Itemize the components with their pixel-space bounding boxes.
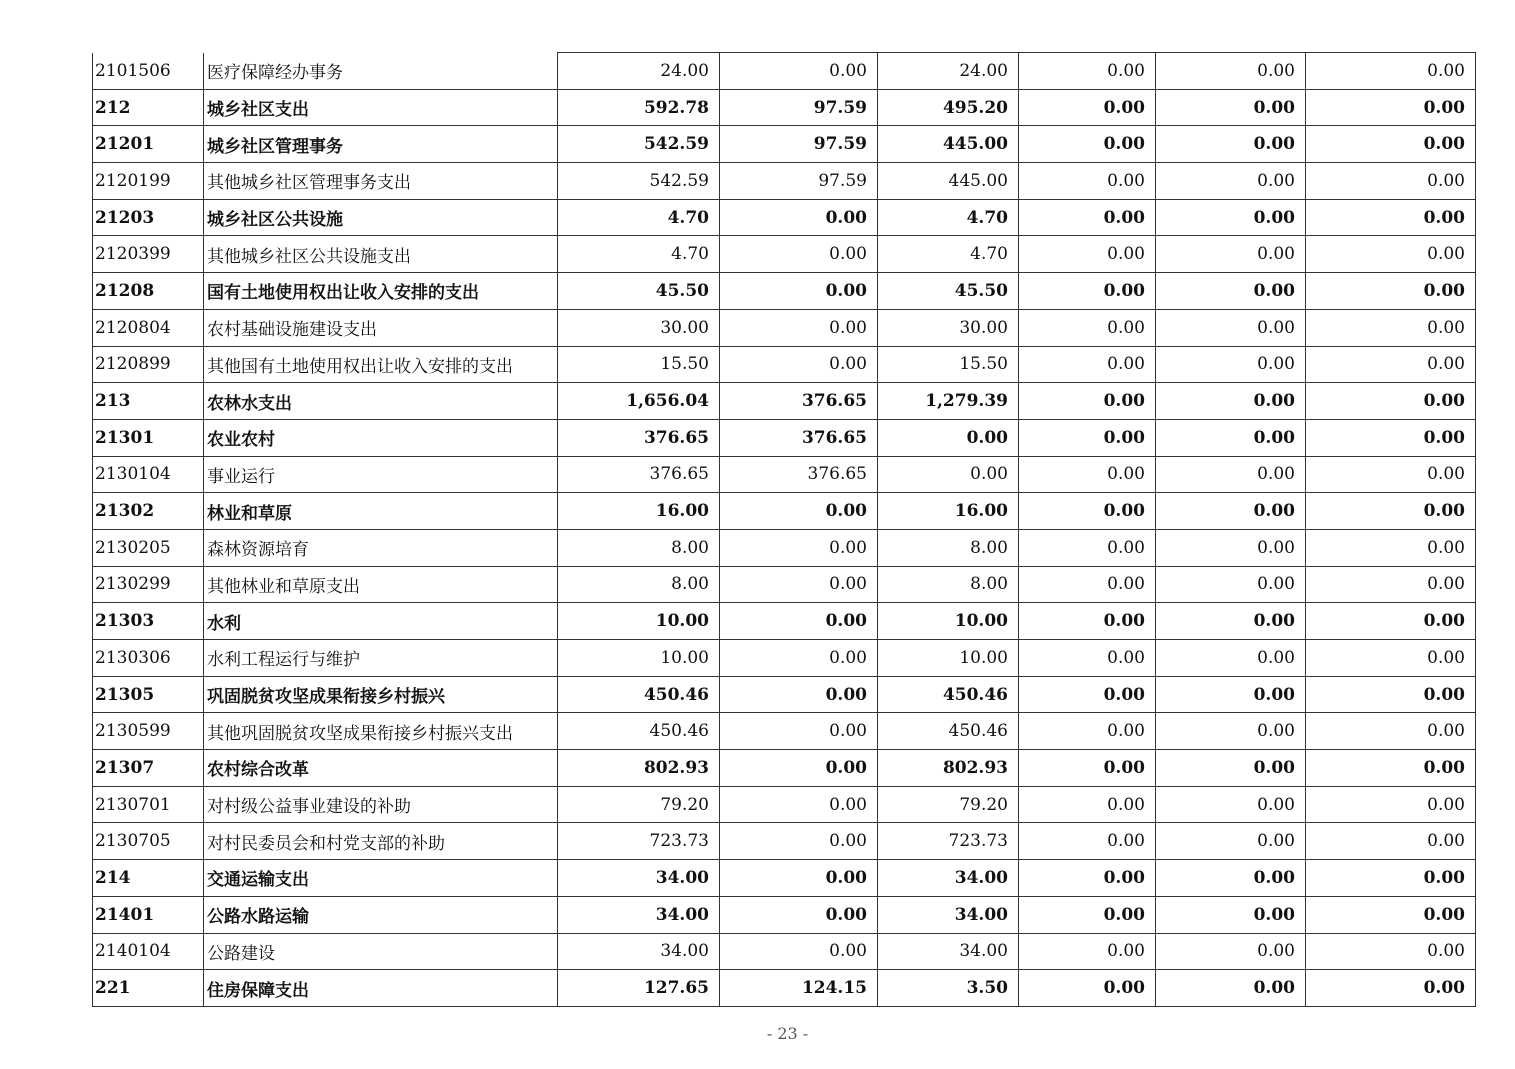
total-cell: 10.00 xyxy=(558,640,720,677)
value-col-6-cell: 0.00 xyxy=(1306,713,1476,750)
value-col-5-cell: 0.00 xyxy=(1156,53,1306,90)
value-col-6-cell: 0.00 xyxy=(1306,383,1476,420)
value-col-6-cell: 0.00 xyxy=(1306,163,1476,200)
project-expenditure-cell: 34.00 xyxy=(878,860,1019,897)
value-col-5-cell: 0.00 xyxy=(1156,126,1306,163)
table-row xyxy=(93,419,1476,456)
account-name-cell: 国有土地使用权出让收入安排的支出 xyxy=(204,273,558,310)
value-col-6-cell: 0.00 xyxy=(1306,676,1476,713)
account-name-cell: 其他巩固脱贫攻坚成果衔接乡村振兴支出 xyxy=(204,713,558,750)
total-cell: 542.59 xyxy=(558,163,720,200)
value-col-6-cell: 0.00 xyxy=(1306,933,1476,970)
table-row xyxy=(93,603,1476,640)
value-col-5-cell: 0.00 xyxy=(1156,309,1306,346)
account-code-cell: 2120899 xyxy=(93,346,204,383)
value-col-4-cell: 0.00 xyxy=(1019,163,1156,200)
project-expenditure-cell: 45.50 xyxy=(878,273,1019,310)
table-row xyxy=(93,163,1476,200)
project-expenditure-cell: 34.00 xyxy=(878,933,1019,970)
total-cell: 723.73 xyxy=(558,823,720,860)
basic-expenditure-cell: 0.00 xyxy=(720,529,878,566)
basic-expenditure-cell: 376.65 xyxy=(720,383,878,420)
value-col-6-cell: 0.00 xyxy=(1306,566,1476,603)
basic-expenditure-cell: 97.59 xyxy=(720,163,878,200)
project-expenditure-cell: 24.00 xyxy=(878,53,1019,90)
basic-expenditure-cell: 0.00 xyxy=(720,786,878,823)
total-cell: 376.65 xyxy=(558,456,720,493)
value-col-6-cell: 0.00 xyxy=(1306,236,1476,273)
value-col-4-cell: 0.00 xyxy=(1019,309,1156,346)
account-code-cell: 2140104 xyxy=(93,933,204,970)
total-cell: 34.00 xyxy=(558,933,720,970)
value-col-4-cell: 0.00 xyxy=(1019,89,1156,126)
table-row xyxy=(93,53,1476,90)
account-code-cell: 21401 xyxy=(93,896,204,933)
project-expenditure-cell: 30.00 xyxy=(878,309,1019,346)
value-col-4-cell: 0.00 xyxy=(1019,566,1156,603)
value-col-5-cell: 0.00 xyxy=(1156,346,1306,383)
value-col-5-cell: 0.00 xyxy=(1156,529,1306,566)
table-row xyxy=(93,309,1476,346)
table-row xyxy=(93,383,1476,420)
table-row xyxy=(93,823,1476,860)
value-col-4-cell: 0.00 xyxy=(1019,970,1156,1007)
value-col-5-cell: 0.00 xyxy=(1156,713,1306,750)
value-col-5-cell: 0.00 xyxy=(1156,493,1306,530)
account-name-cell: 农村基础设施建设支出 xyxy=(204,309,558,346)
total-cell: 450.46 xyxy=(558,713,720,750)
account-code-cell: 2120804 xyxy=(93,309,204,346)
account-code-cell: 2130306 xyxy=(93,640,204,677)
account-name-cell: 森林资源培育 xyxy=(204,529,558,566)
account-name-cell: 城乡社区公共设施 xyxy=(204,199,558,236)
account-name-cell: 农业农村 xyxy=(204,419,558,456)
value-col-6-cell: 0.00 xyxy=(1306,89,1476,126)
project-expenditure-cell: 34.00 xyxy=(878,896,1019,933)
total-cell: 542.59 xyxy=(558,126,720,163)
project-expenditure-cell: 802.93 xyxy=(878,750,1019,787)
value-col-6-cell: 0.00 xyxy=(1306,456,1476,493)
project-expenditure-cell: 8.00 xyxy=(878,566,1019,603)
value-col-4-cell: 0.00 xyxy=(1019,126,1156,163)
budget-table xyxy=(92,52,1476,1007)
account-name-cell: 对村级公益事业建设的补助 xyxy=(204,786,558,823)
table-row xyxy=(93,346,1476,383)
basic-expenditure-cell: 0.00 xyxy=(720,713,878,750)
account-name-cell: 水利工程运行与维护 xyxy=(204,640,558,677)
value-col-6-cell: 0.00 xyxy=(1306,896,1476,933)
basic-expenditure-cell: 376.65 xyxy=(720,456,878,493)
account-code-cell: 21301 xyxy=(93,419,204,456)
value-col-5-cell: 0.00 xyxy=(1156,750,1306,787)
value-col-5-cell: 0.00 xyxy=(1156,970,1306,1007)
table-row xyxy=(93,713,1476,750)
value-col-5-cell: 0.00 xyxy=(1156,603,1306,640)
account-code-cell: 21201 xyxy=(93,126,204,163)
page-number: - 23 - xyxy=(766,1024,809,1043)
value-col-6-cell: 0.00 xyxy=(1306,53,1476,90)
total-cell: 127.65 xyxy=(558,970,720,1007)
value-col-4-cell: 0.00 xyxy=(1019,53,1156,90)
value-col-4-cell: 0.00 xyxy=(1019,529,1156,566)
total-cell: 592.78 xyxy=(558,89,720,126)
project-expenditure-cell: 16.00 xyxy=(878,493,1019,530)
total-cell: 24.00 xyxy=(558,53,720,90)
value-col-5-cell: 0.00 xyxy=(1156,273,1306,310)
project-expenditure-cell: 1,279.39 xyxy=(878,383,1019,420)
table-row xyxy=(93,89,1476,126)
basic-expenditure-cell: 0.00 xyxy=(720,566,878,603)
project-expenditure-cell: 445.00 xyxy=(878,163,1019,200)
value-col-4-cell: 0.00 xyxy=(1019,199,1156,236)
account-code-cell: 2130705 xyxy=(93,823,204,860)
total-cell: 4.70 xyxy=(558,236,720,273)
value-col-6-cell: 0.00 xyxy=(1306,273,1476,310)
project-expenditure-cell: 4.70 xyxy=(878,199,1019,236)
project-expenditure-cell: 79.20 xyxy=(878,786,1019,823)
total-cell: 30.00 xyxy=(558,309,720,346)
value-col-5-cell: 0.00 xyxy=(1156,640,1306,677)
basic-expenditure-cell: 0.00 xyxy=(720,309,878,346)
account-name-cell: 城乡社区管理事务 xyxy=(204,126,558,163)
account-code-cell: 2130599 xyxy=(93,713,204,750)
table-row xyxy=(93,750,1476,787)
value-col-6-cell: 0.00 xyxy=(1306,640,1476,677)
account-code-cell: 2130205 xyxy=(93,529,204,566)
account-name-cell: 水利 xyxy=(204,603,558,640)
account-code-cell: 2120199 xyxy=(93,163,204,200)
account-code-cell: 21302 xyxy=(93,493,204,530)
value-col-4-cell: 0.00 xyxy=(1019,676,1156,713)
value-col-6-cell: 0.00 xyxy=(1306,970,1476,1007)
value-col-5-cell: 0.00 xyxy=(1156,566,1306,603)
value-col-6-cell: 0.00 xyxy=(1306,529,1476,566)
value-col-4-cell: 0.00 xyxy=(1019,456,1156,493)
basic-expenditure-cell: 0.00 xyxy=(720,53,878,90)
table-row xyxy=(93,786,1476,823)
value-col-5-cell: 0.00 xyxy=(1156,676,1306,713)
account-name-cell: 其他林业和草原支出 xyxy=(204,566,558,603)
total-cell: 10.00 xyxy=(558,603,720,640)
project-expenditure-cell: 10.00 xyxy=(878,603,1019,640)
account-name-cell: 事业运行 xyxy=(204,456,558,493)
value-col-5-cell: 0.00 xyxy=(1156,383,1306,420)
value-col-4-cell: 0.00 xyxy=(1019,713,1156,750)
account-name-cell: 住房保障支出 xyxy=(204,970,558,1007)
total-cell: 34.00 xyxy=(558,860,720,897)
total-cell: 450.46 xyxy=(558,676,720,713)
account-code-cell: 21305 xyxy=(93,676,204,713)
value-col-5-cell: 0.00 xyxy=(1156,89,1306,126)
value-col-5-cell: 0.00 xyxy=(1156,823,1306,860)
project-expenditure-cell: 445.00 xyxy=(878,126,1019,163)
value-col-6-cell: 0.00 xyxy=(1306,493,1476,530)
value-col-4-cell: 0.00 xyxy=(1019,603,1156,640)
basic-expenditure-cell: 0.00 xyxy=(720,640,878,677)
value-col-6-cell: 0.00 xyxy=(1306,419,1476,456)
account-name-cell: 农村综合改革 xyxy=(204,750,558,787)
project-expenditure-cell: 0.00 xyxy=(878,419,1019,456)
value-col-6-cell: 0.00 xyxy=(1306,823,1476,860)
account-name-cell: 医疗保障经办事务 xyxy=(204,53,558,90)
account-name-cell: 交通运输支出 xyxy=(204,860,558,897)
table-row xyxy=(93,676,1476,713)
value-col-5-cell: 0.00 xyxy=(1156,860,1306,897)
value-col-5-cell: 0.00 xyxy=(1156,456,1306,493)
table-row xyxy=(93,126,1476,163)
table-row xyxy=(93,273,1476,310)
value-col-4-cell: 0.00 xyxy=(1019,933,1156,970)
account-code-cell: 21307 xyxy=(93,750,204,787)
basic-expenditure-cell: 0.00 xyxy=(720,896,878,933)
value-col-6-cell: 0.00 xyxy=(1306,199,1476,236)
value-col-4-cell: 0.00 xyxy=(1019,786,1156,823)
total-cell: 4.70 xyxy=(558,199,720,236)
value-col-6-cell: 0.00 xyxy=(1306,309,1476,346)
account-code-cell: 21303 xyxy=(93,603,204,640)
total-cell: 8.00 xyxy=(558,529,720,566)
account-name-cell: 其他城乡社区公共设施支出 xyxy=(204,236,558,273)
account-code-cell: 21203 xyxy=(93,199,204,236)
value-col-6-cell: 0.00 xyxy=(1306,346,1476,383)
value-col-4-cell: 0.00 xyxy=(1019,346,1156,383)
basic-expenditure-cell: 376.65 xyxy=(720,419,878,456)
basic-expenditure-cell: 0.00 xyxy=(720,199,878,236)
value-col-4-cell: 0.00 xyxy=(1019,273,1156,310)
total-cell: 16.00 xyxy=(558,493,720,530)
account-code-cell: 2130104 xyxy=(93,456,204,493)
account-code-cell: 221 xyxy=(93,970,204,1007)
basic-expenditure-cell: 0.00 xyxy=(720,860,878,897)
project-expenditure-cell: 15.50 xyxy=(878,346,1019,383)
value-col-4-cell: 0.00 xyxy=(1019,419,1156,456)
basic-expenditure-cell: 0.00 xyxy=(720,823,878,860)
total-cell: 802.93 xyxy=(558,750,720,787)
project-expenditure-cell: 495.20 xyxy=(878,89,1019,126)
basic-expenditure-cell: 0.00 xyxy=(720,933,878,970)
account-name-cell: 林业和草原 xyxy=(204,493,558,530)
basic-expenditure-cell: 0.00 xyxy=(720,750,878,787)
account-code-cell: 21208 xyxy=(93,273,204,310)
value-col-5-cell: 0.00 xyxy=(1156,163,1306,200)
value-col-4-cell: 0.00 xyxy=(1019,493,1156,530)
account-name-cell: 对村民委员会和村党支部的补助 xyxy=(204,823,558,860)
table-body xyxy=(93,53,1476,1007)
total-cell: 376.65 xyxy=(558,419,720,456)
value-col-6-cell: 0.00 xyxy=(1306,603,1476,640)
table-row xyxy=(93,493,1476,530)
basic-expenditure-cell: 124.15 xyxy=(720,970,878,1007)
project-expenditure-cell: 723.73 xyxy=(878,823,1019,860)
value-col-5-cell: 0.00 xyxy=(1156,786,1306,823)
total-cell: 15.50 xyxy=(558,346,720,383)
value-col-5-cell: 0.00 xyxy=(1156,933,1306,970)
account-code-cell: 2101506 xyxy=(93,53,204,90)
project-expenditure-cell: 450.46 xyxy=(878,676,1019,713)
basic-expenditure-cell: 0.00 xyxy=(720,493,878,530)
value-col-4-cell: 0.00 xyxy=(1019,860,1156,897)
account-name-cell: 巩固脱贫攻坚成果衔接乡村振兴 xyxy=(204,676,558,713)
account-name-cell: 城乡社区支出 xyxy=(204,89,558,126)
basic-expenditure-cell: 0.00 xyxy=(720,236,878,273)
account-name-cell: 公路水路运输 xyxy=(204,896,558,933)
account-code-cell: 214 xyxy=(93,860,204,897)
table-row xyxy=(93,970,1476,1007)
basic-expenditure-cell: 97.59 xyxy=(720,126,878,163)
account-name-cell: 其他城乡社区管理事务支出 xyxy=(204,163,558,200)
table-row xyxy=(93,566,1476,603)
table-row xyxy=(93,896,1476,933)
account-code-cell: 213 xyxy=(93,383,204,420)
value-col-4-cell: 0.00 xyxy=(1019,383,1156,420)
project-expenditure-cell: 3.50 xyxy=(878,970,1019,1007)
total-cell: 1,656.04 xyxy=(558,383,720,420)
basic-expenditure-cell: 0.00 xyxy=(720,346,878,383)
total-cell: 8.00 xyxy=(558,566,720,603)
value-col-4-cell: 0.00 xyxy=(1019,750,1156,787)
total-cell: 45.50 xyxy=(558,273,720,310)
value-col-6-cell: 0.00 xyxy=(1306,786,1476,823)
value-col-4-cell: 0.00 xyxy=(1019,640,1156,677)
total-cell: 34.00 xyxy=(558,896,720,933)
value-col-6-cell: 0.00 xyxy=(1306,750,1476,787)
value-col-5-cell: 0.00 xyxy=(1156,419,1306,456)
project-expenditure-cell: 4.70 xyxy=(878,236,1019,273)
value-col-6-cell: 0.00 xyxy=(1306,860,1476,897)
account-code-cell: 2130299 xyxy=(93,566,204,603)
total-cell: 79.20 xyxy=(558,786,720,823)
value-col-5-cell: 0.00 xyxy=(1156,896,1306,933)
table-row xyxy=(93,933,1476,970)
basic-expenditure-cell: 0.00 xyxy=(720,273,878,310)
project-expenditure-cell: 10.00 xyxy=(878,640,1019,677)
basic-expenditure-cell: 0.00 xyxy=(720,603,878,640)
account-name-cell: 农林水支出 xyxy=(204,383,558,420)
table-row xyxy=(93,236,1476,273)
value-col-4-cell: 0.00 xyxy=(1019,823,1156,860)
basic-expenditure-cell: 0.00 xyxy=(720,676,878,713)
account-code-cell: 2120399 xyxy=(93,236,204,273)
value-col-5-cell: 0.00 xyxy=(1156,236,1306,273)
basic-expenditure-cell: 97.59 xyxy=(720,89,878,126)
account-code-cell: 212 xyxy=(93,89,204,126)
value-col-4-cell: 0.00 xyxy=(1019,896,1156,933)
table-row xyxy=(93,860,1476,897)
account-name-cell: 公路建设 xyxy=(204,933,558,970)
project-expenditure-cell: 8.00 xyxy=(878,529,1019,566)
account-code-cell: 2130701 xyxy=(93,786,204,823)
value-col-4-cell: 0.00 xyxy=(1019,236,1156,273)
table-row xyxy=(93,529,1476,566)
project-expenditure-cell: 450.46 xyxy=(878,713,1019,750)
project-expenditure-cell: 0.00 xyxy=(878,456,1019,493)
account-name-cell: 其他国有土地使用权出让收入安排的支出 xyxy=(204,346,558,383)
table-row xyxy=(93,640,1476,677)
value-col-6-cell: 0.00 xyxy=(1306,126,1476,163)
value-col-5-cell: 0.00 xyxy=(1156,199,1306,236)
table-row xyxy=(93,199,1476,236)
table-row xyxy=(93,456,1476,493)
